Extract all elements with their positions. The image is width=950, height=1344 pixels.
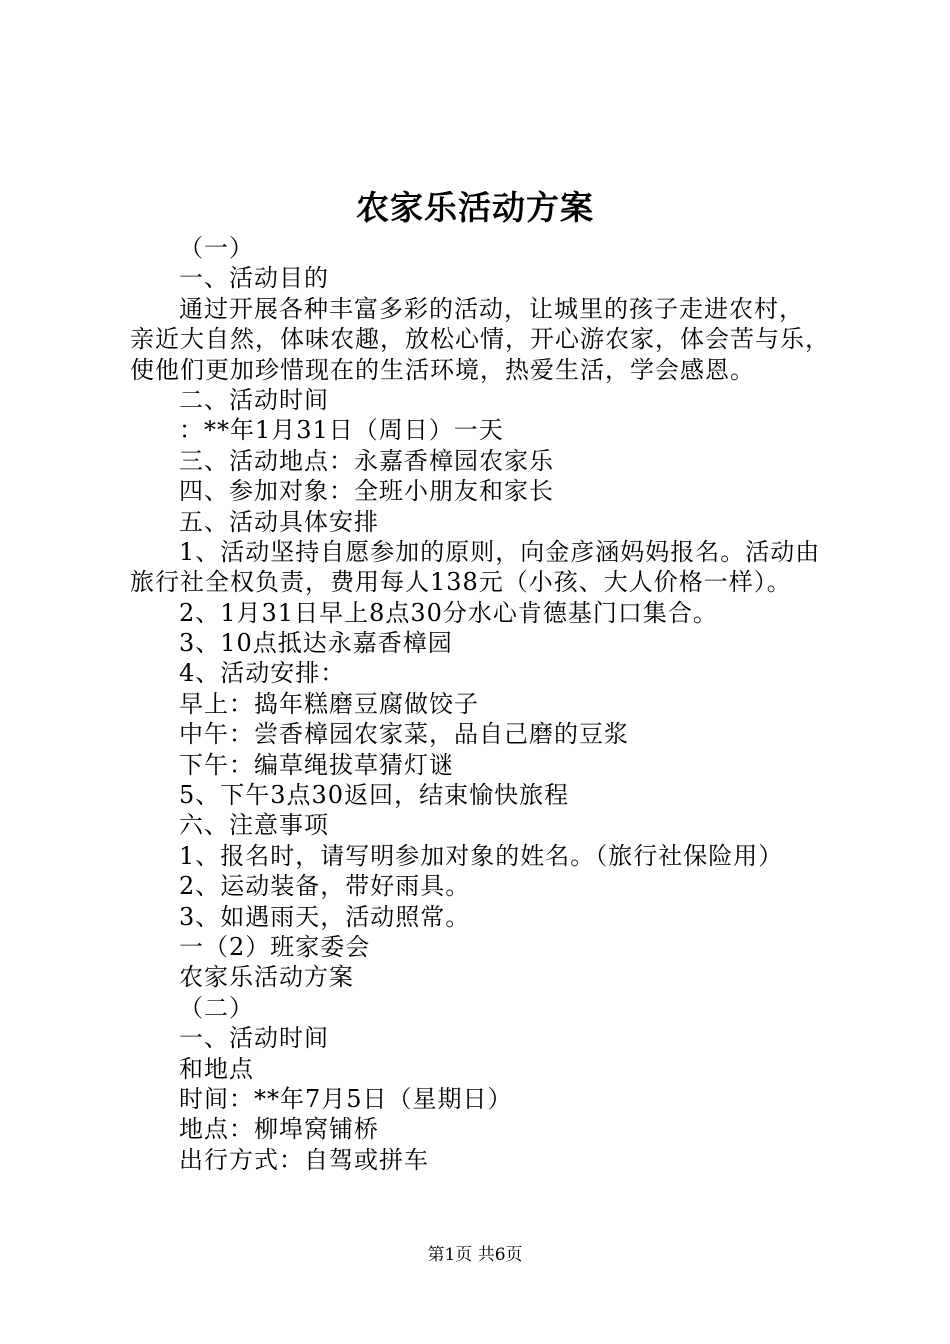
text-line: 3、10点抵达永嘉香樟园: [179, 629, 453, 658]
text-line: 中午：尝香樟园农家菜，品自己磨的豆浆: [179, 720, 629, 749]
text-line: 4、活动安排：: [179, 659, 346, 688]
text-line: 地点：柳埠窝铺桥: [179, 1115, 379, 1144]
section-marker: （一）: [179, 234, 254, 262]
document-body: [130, 233, 850, 1175]
text-line: 出行方式：自驾或拼车: [179, 1145, 429, 1174]
heading-time: 一、活动时间: [179, 1024, 329, 1053]
heading-arrangement: 五、活动具体安排: [179, 507, 379, 536]
signature-line: 一（2）班家委会: [179, 932, 371, 961]
document-title: 农家乐活动方案: [356, 188, 594, 227]
paragraph-line: 亲近大自然，体味农趣，放松心情，开心游农家，体会苦与乐，: [130, 325, 830, 354]
text-line: 3、如遇雨天，活动照常。: [179, 902, 471, 931]
text-line: 5、下午3点30返回，结束愉快旅程: [179, 781, 570, 810]
paragraph-line: 通过开展各种丰富多彩的活动，让城里的孩子走进农村，: [179, 294, 804, 323]
paragraph-line: 使他们更加珍惜现在的生活环境，热爱生活，学会感恩。: [130, 355, 755, 384]
text-line: 2、运动装备，带好雨具。: [179, 872, 471, 901]
heading-purpose: 一、活动目的: [179, 264, 329, 293]
heading-notes: 六、注意事项: [179, 811, 329, 840]
text-line: ：**年1月31日（周日）一天: [179, 416, 504, 445]
paragraph-line: 旅行社全权负责，费用每人138元（小孩、大人价格一样）。: [130, 568, 792, 597]
subtitle-line: 农家乐活动方案: [179, 963, 354, 992]
text-line: 时间：**年7月5日（星期日）: [179, 1084, 513, 1113]
section-marker: （二）: [179, 993, 254, 1022]
paragraph-line: 1、活动坚持自愿参加的原则，向金彦涵妈妈报名。活动由: [179, 537, 821, 566]
text-line: 早上：捣年糕磨豆腐做饺子: [179, 689, 479, 718]
text-line: 和地点: [179, 1054, 254, 1083]
text-line: 1、报名时，请写明参加对象的姓名。（旅行社保险用）: [179, 841, 784, 870]
text-line: 四、参加对象：全班小朋友和家长: [179, 477, 554, 506]
text-line: 2、1月31日早上8点30分水心肯德基门口集合。: [179, 598, 718, 627]
heading-time: 二、活动时间: [179, 385, 329, 414]
text-line: 下午：编草绳拔草猜灯谜: [179, 750, 454, 779]
page-footer: 第1页 共6页: [427, 1245, 523, 1265]
text-line: 三、活动地点：永嘉香樟园农家乐: [179, 446, 554, 475]
